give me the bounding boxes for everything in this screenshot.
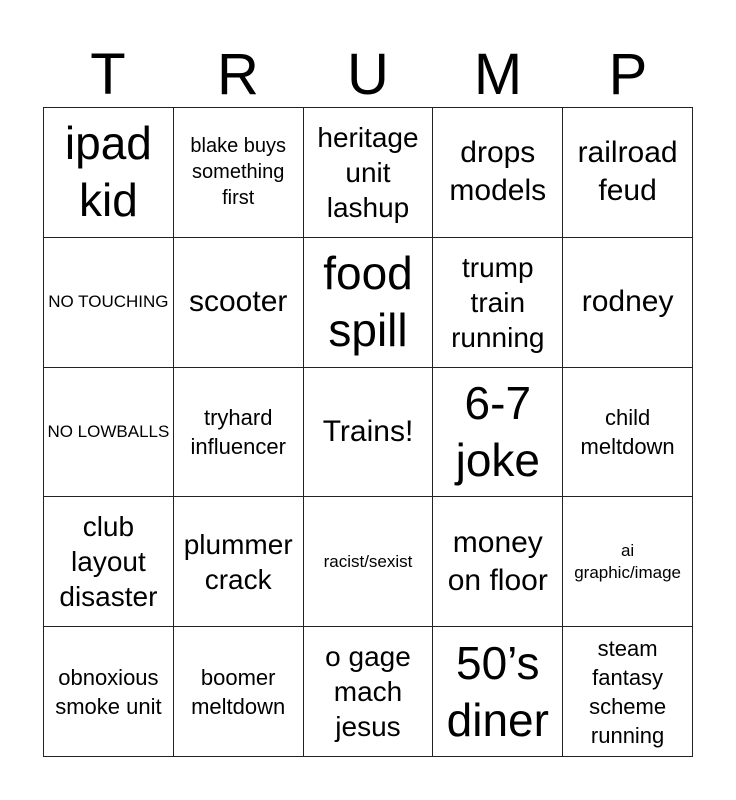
header-letter-t: T xyxy=(90,42,126,107)
bingo-cell[interactable] xyxy=(304,627,434,757)
bingo-cell[interactable] xyxy=(174,497,304,627)
bingo-cell[interactable] xyxy=(44,108,174,238)
bingo-cell[interactable] xyxy=(563,368,693,498)
bingo-cell[interactable] xyxy=(174,368,304,498)
bingo-cell-label: blake buys something first xyxy=(190,135,286,210)
bingo-cell-label: ipad kid xyxy=(64,117,152,227)
bingo-cell-label: scooter xyxy=(189,285,288,319)
header-letter-m: M xyxy=(473,42,523,107)
bingo-cell[interactable] xyxy=(174,627,304,757)
bingo-cell[interactable] xyxy=(563,238,693,368)
bingo-cell-label: racist/sexist xyxy=(323,551,413,571)
bingo-cell-label: 50’s diner xyxy=(446,636,549,746)
bingo-cell-label: boomer meltdown xyxy=(191,664,286,719)
bingo-cell[interactable] xyxy=(563,108,693,238)
bingo-cell-label: tryhard influencer xyxy=(190,404,286,459)
bingo-cell-label: heritage unit lashup xyxy=(317,121,419,223)
bingo-cell[interactable] xyxy=(174,238,304,368)
bingo-cell-label: child meltdown xyxy=(580,404,675,459)
bingo-cell[interactable] xyxy=(304,238,434,368)
bingo-cell[interactable] xyxy=(433,368,563,498)
bingo-cell-label: money on floor xyxy=(447,525,548,597)
header-letter-r: R xyxy=(217,42,259,107)
bingo-cell-label: ai graphic/image xyxy=(574,540,681,582)
bingo-cell-label: NO LOWBALLS xyxy=(47,421,170,441)
bingo-grid xyxy=(43,107,693,757)
bingo-cell[interactable] xyxy=(563,627,693,757)
bingo-cell-label: obnoxious smoke unit xyxy=(55,664,162,719)
bingo-cell-label: food spill xyxy=(323,247,413,357)
bingo-cell-label: o gage mach jesus xyxy=(325,641,411,743)
bingo-cell-label: steam fantasy scheme running xyxy=(589,635,667,748)
bingo-cell[interactable] xyxy=(563,497,693,627)
header-letter-u: U xyxy=(347,42,389,107)
bingo-cell-label: trump train running xyxy=(451,251,545,353)
bingo-cell-label: club layout disaster xyxy=(59,511,158,613)
bingo-cell-label: 6-7 joke xyxy=(455,376,540,486)
bingo-cell-label: plummer crack xyxy=(183,528,293,595)
bingo-cell[interactable] xyxy=(44,497,174,627)
bingo-cell[interactable] xyxy=(44,627,174,757)
bingo-header xyxy=(43,44,693,106)
bingo-cell[interactable] xyxy=(44,368,174,498)
bingo-cell-label: NO TOUCHING xyxy=(48,292,169,312)
bingo-cell-label: Trains! xyxy=(322,414,414,448)
bingo-cell[interactable] xyxy=(304,497,434,627)
header-letter-p: P xyxy=(608,42,648,107)
bingo-cell[interactable] xyxy=(304,108,434,238)
bingo-cell-label: drops models xyxy=(449,136,547,208)
bingo-cell-label: railroad feud xyxy=(577,136,678,208)
bingo-cell[interactable] xyxy=(433,627,563,757)
bingo-cell[interactable] xyxy=(433,108,563,238)
bingo-cell[interactable] xyxy=(304,368,434,498)
bingo-cell[interactable] xyxy=(174,108,304,238)
bingo-cell[interactable] xyxy=(44,238,174,368)
bingo-cell-label: rodney xyxy=(581,285,674,319)
bingo-cell[interactable] xyxy=(433,497,563,627)
bingo-cell[interactable] xyxy=(433,238,563,368)
